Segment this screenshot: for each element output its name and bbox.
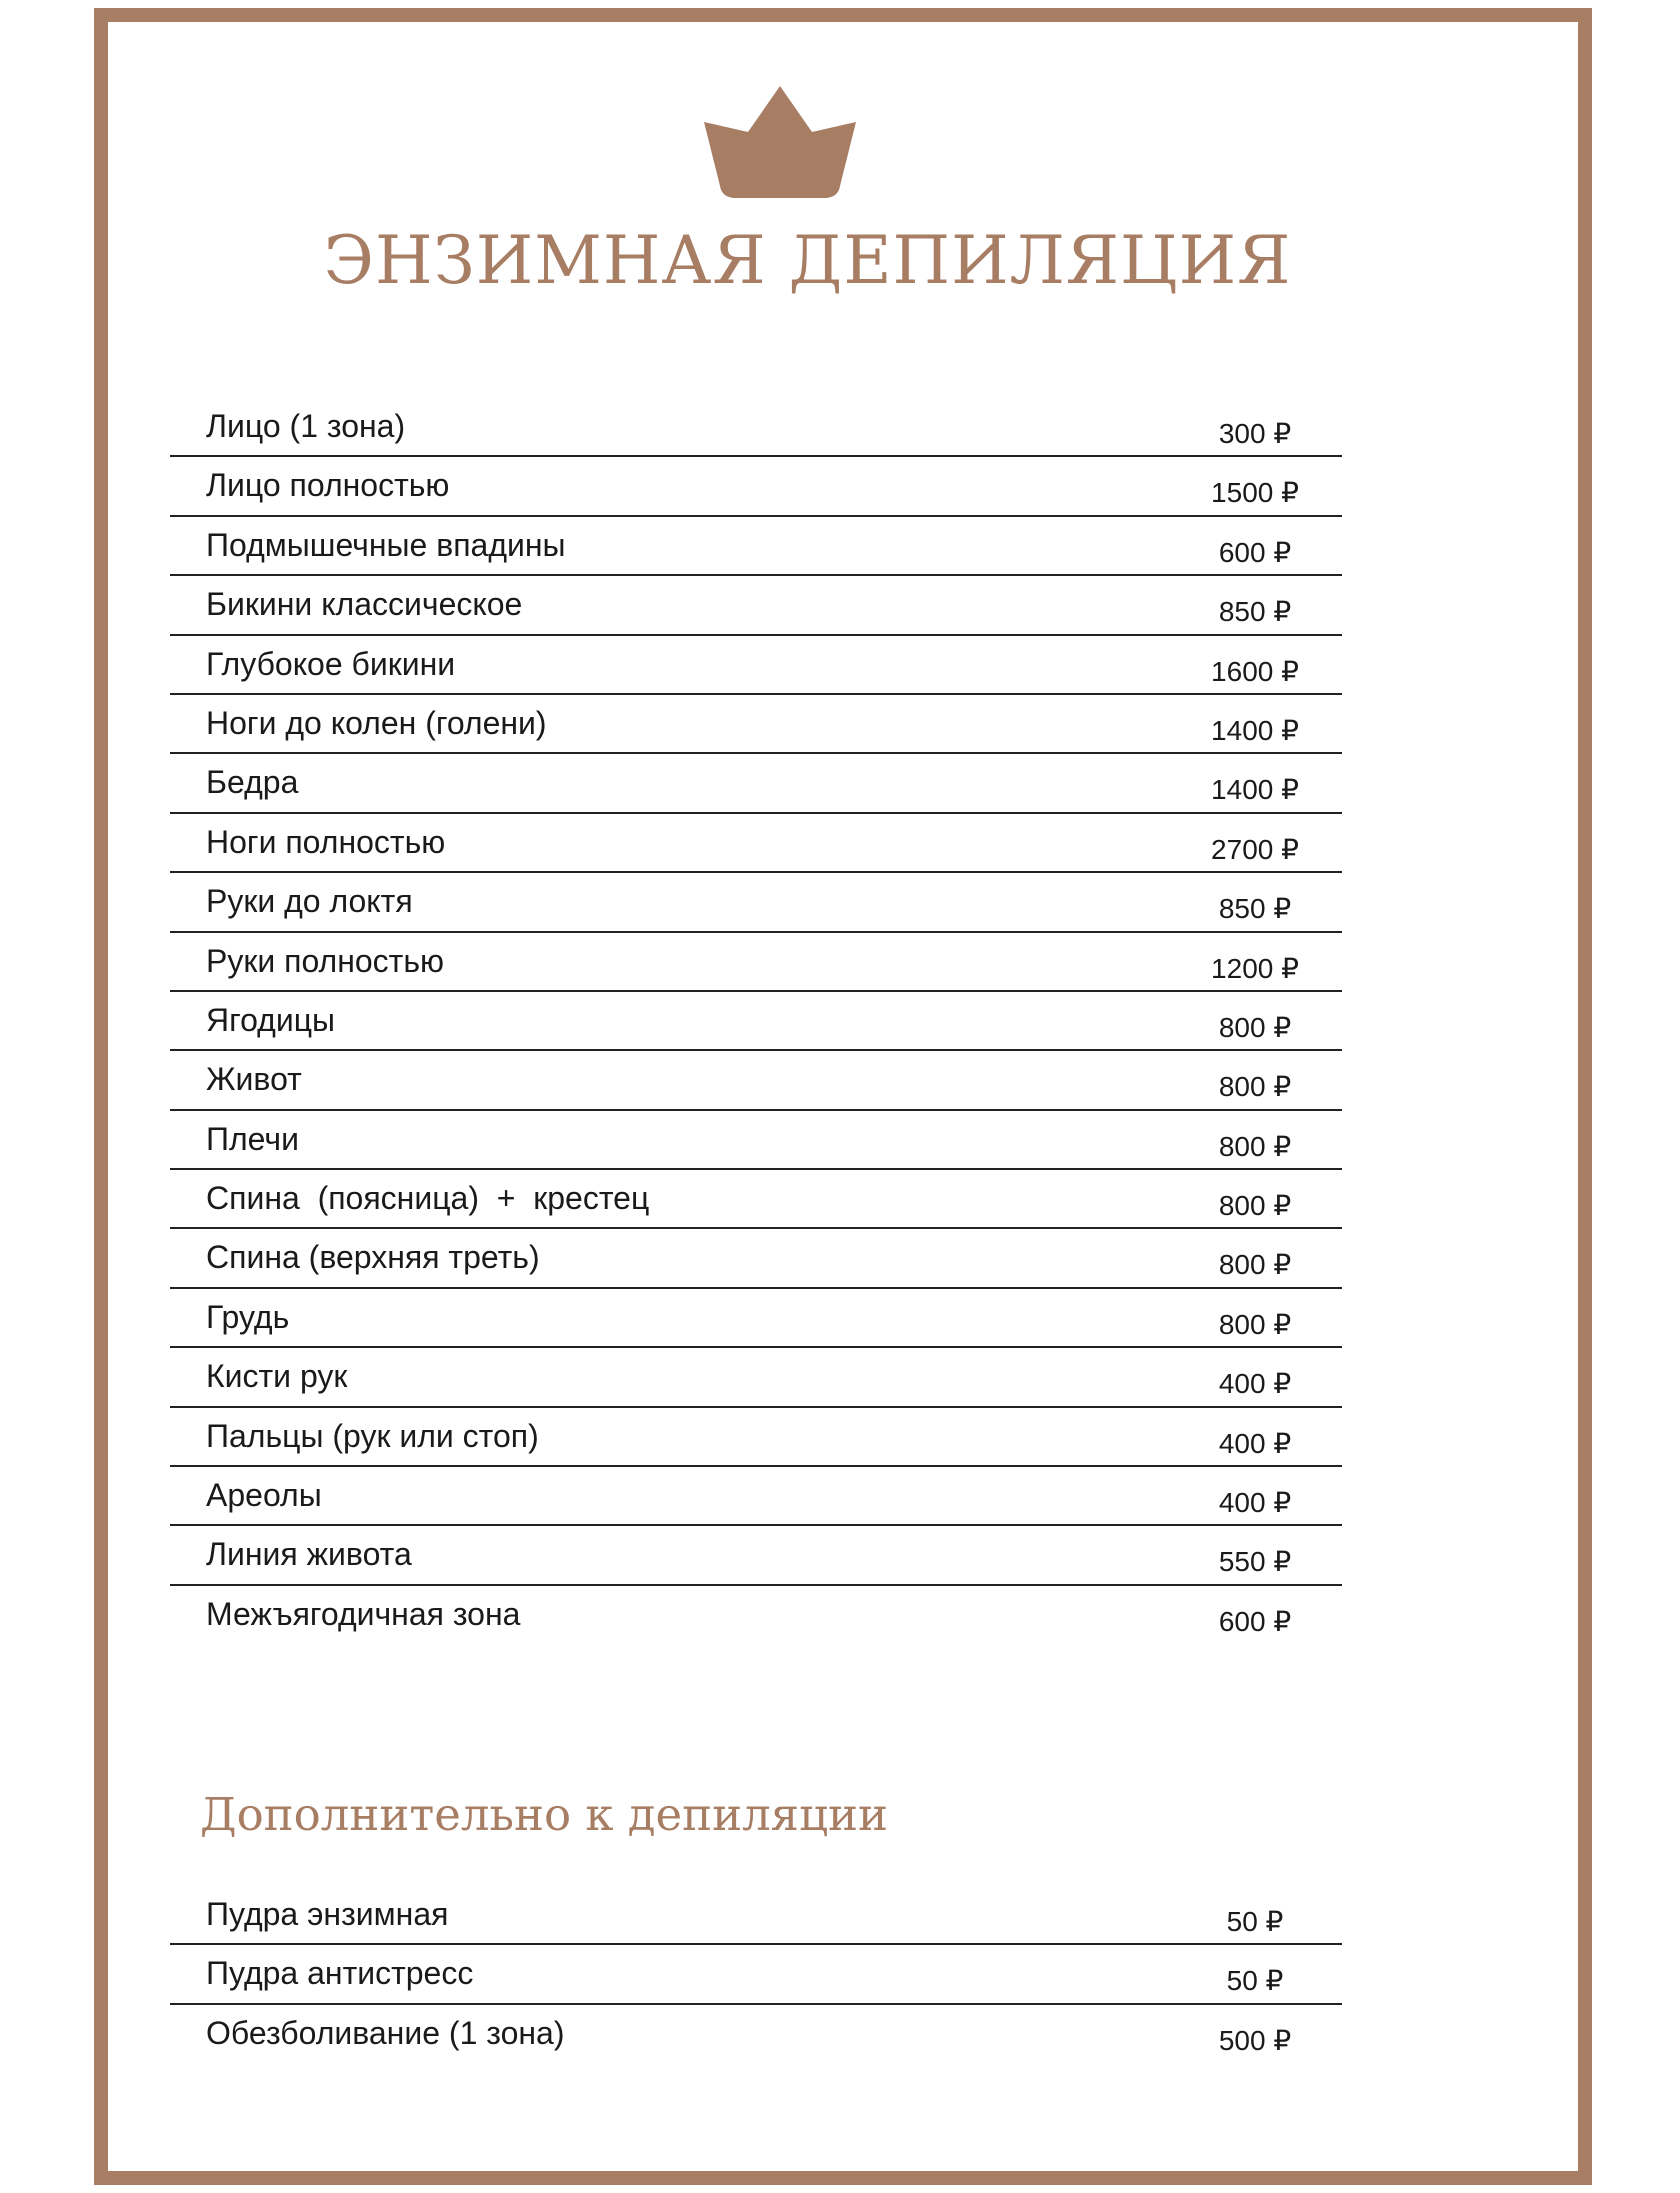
service-name: Плечи	[206, 1120, 299, 1157]
service-price: 800 ₽	[1218, 1249, 1292, 1281]
service-name: Спина (верхняя треть)	[206, 1239, 540, 1276]
service-name: Подмышечные впадины	[206, 526, 566, 563]
price-row	[170, 576, 1342, 635]
extras-price-list	[170, 1886, 1342, 2064]
service-price: 300 ₽	[1218, 418, 1292, 449]
service-name: Ареолы	[206, 1477, 322, 1514]
services-price-list	[170, 398, 1342, 1645]
service-price: 400 ₽	[1218, 1487, 1292, 1519]
service-price: 1400 ₽	[1211, 774, 1299, 806]
price-row	[170, 517, 1342, 576]
service-name: Ноги до колен (голени)	[206, 704, 547, 741]
service-name: Глубокое бикини	[206, 645, 456, 682]
service-name: Лицо (1 зона)	[206, 408, 406, 444]
price-row	[170, 457, 1342, 516]
service-name: Спина (поясница) + крестец	[206, 1180, 650, 1217]
page-title: ЭНЗИМНАЯ ДЕПИЛЯЦИЯ	[323, 222, 1292, 299]
service-price: 50 ₽	[1226, 1965, 1284, 1997]
price-row	[170, 1051, 1342, 1110]
service-name: Ягодицы	[206, 1001, 336, 1038]
price-row	[170, 636, 1342, 695]
crown-icon	[704, 86, 856, 198]
price-row	[170, 1170, 1342, 1229]
service-price: 800 ₽	[1218, 1190, 1292, 1222]
service-name: Межъягодичная зона	[206, 1595, 521, 1632]
service-price: 400 ₽	[1218, 1368, 1292, 1400]
price-row	[170, 933, 1342, 992]
price-row	[170, 1229, 1342, 1288]
service-price: 1500 ₽	[1211, 477, 1299, 509]
service-price: 550 ₽	[1218, 1546, 1292, 1578]
price-row	[170, 1886, 1342, 1945]
price-row	[170, 1289, 1342, 1348]
service-name: Пудра антистресс	[206, 1955, 474, 1992]
service-price: 600 ₽	[1218, 536, 1292, 568]
service-name: Бедра	[206, 764, 299, 801]
price-row	[170, 814, 1342, 873]
service-price: 850 ₽	[1218, 893, 1292, 925]
price-row	[170, 873, 1342, 932]
price-row	[170, 1526, 1342, 1585]
service-name: Ноги полностью	[206, 823, 446, 860]
service-name: Обезболивание (1 зона)	[206, 2014, 565, 2051]
price-row	[170, 1408, 1342, 1467]
price-row	[170, 1348, 1342, 1407]
service-price: 850 ₽	[1218, 596, 1292, 628]
price-row	[170, 1467, 1342, 1526]
service-name: Кисти рук	[206, 1358, 348, 1395]
service-name: Пудра энзимная	[206, 1896, 449, 1932]
price-row	[170, 992, 1342, 1051]
price-row	[170, 1586, 1342, 1645]
service-name: Бикини классическое	[206, 586, 523, 623]
price-row	[170, 1111, 1342, 1170]
service-name: Грудь	[206, 1298, 290, 1335]
service-price: 800 ₽	[1218, 1071, 1292, 1103]
service-price: 1600 ₽	[1211, 655, 1299, 687]
service-name: Пальцы (рук или стоп)	[206, 1417, 539, 1454]
service-price: 600 ₽	[1218, 1605, 1292, 1637]
extras-heading: Дополнительно к депиляции	[200, 1788, 888, 1841]
price-row	[170, 398, 1342, 457]
price-row	[170, 754, 1342, 813]
service-price: 2700 ₽	[1211, 833, 1299, 865]
service-price: 400 ₽	[1218, 1427, 1292, 1459]
service-name: Руки до локтя	[206, 883, 413, 920]
service-name: Руки полностью	[206, 942, 444, 979]
service-price: 800 ₽	[1218, 1130, 1292, 1162]
service-name: Линия живота	[206, 1536, 412, 1573]
service-name: Лицо полностью	[206, 467, 450, 504]
service-price: 800 ₽	[1218, 1011, 1292, 1043]
price-row	[170, 2005, 1342, 2064]
service-price: 1200 ₽	[1211, 952, 1299, 984]
service-price: 500 ₽	[1218, 2024, 1292, 2056]
service-price: 1400 ₽	[1211, 714, 1299, 746]
service-price: 50 ₽	[1226, 1906, 1284, 1937]
service-name: Живот	[206, 1061, 302, 1098]
price-row	[170, 1945, 1342, 2004]
service-price: 800 ₽	[1218, 1308, 1292, 1340]
price-row	[170, 695, 1342, 754]
